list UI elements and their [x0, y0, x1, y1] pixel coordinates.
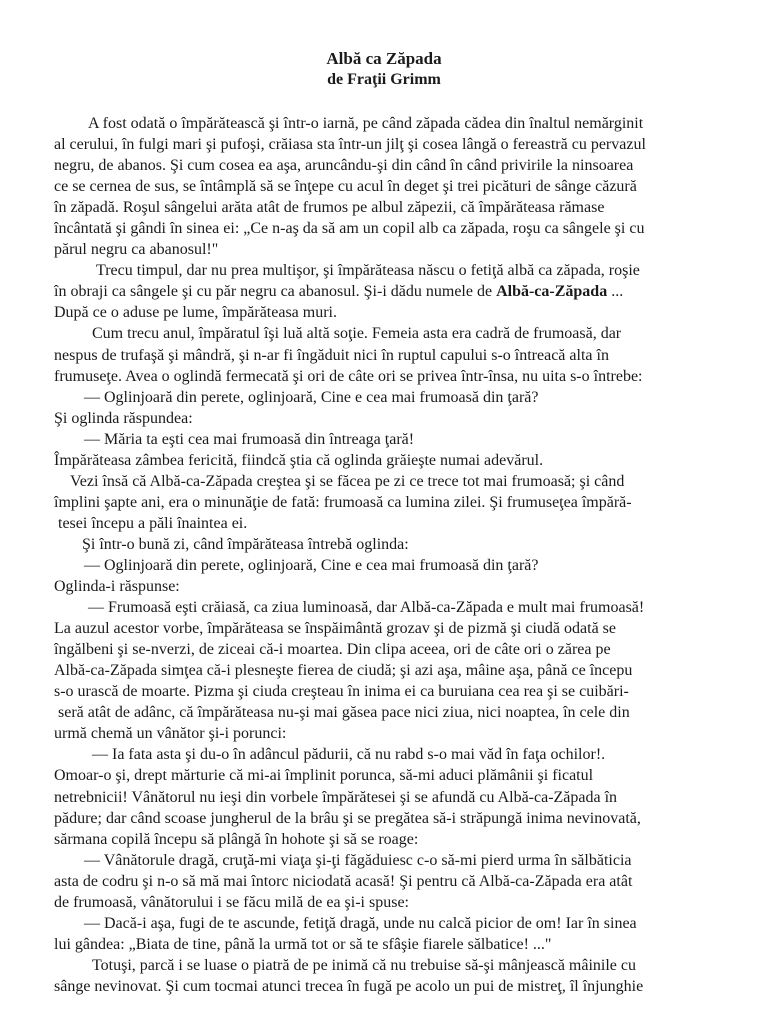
text-line-content: sărmana copilă începu să plângă în hohote şi să se roage:	[54, 830, 419, 848]
text-line-content: împlini şapte ani, era o minunăţie de fată: frumoasă ca lumina zilei. Şi frumuseţea împără-	[54, 493, 632, 511]
text-line-content: Oglinda-i răspunse:	[54, 578, 180, 596]
text-line-content: Şi oglinda răspundea:	[54, 409, 193, 427]
text-line	[54, 408, 714, 429]
text-line-content: — Dacă-i aşa, fugi de te ascunde, fetiţă dragă, unde nu calcă picior de om! Iar în sinea	[84, 914, 637, 932]
text-line	[54, 345, 714, 366]
text-line	[54, 534, 714, 555]
text-line	[54, 934, 714, 955]
text-line	[54, 892, 714, 913]
text-line	[54, 302, 714, 323]
text-line	[54, 218, 714, 239]
text-line-content: — Oglinjoară din perete, oglinjoară, Cine e cea mai frumoasă din ţară?	[84, 388, 539, 406]
text-line-content: Omoar-o şi, drept mărturie că mi-ai împlinit porunca, să-mi aduci plămânii şi ficatul	[54, 767, 594, 785]
text-line	[54, 450, 714, 471]
document-subtitle: de Fraţii Grimm	[327, 71, 441, 88]
text-line	[54, 513, 714, 534]
text-line-content: de frumoasă, vânătorului i se făcu milă de ea şi-i spuse:	[54, 893, 409, 911]
text-line-content: — Oglinjoară din perete, oglinjoară, Cine e cea mai frumoasă din ţară?	[84, 556, 539, 574]
text-line	[54, 850, 714, 871]
text-line	[54, 955, 714, 976]
text-line-content: al cerului, în fulgi mari şi pufoşi, crăiasa sta într-un jilţ şi cosea lângă o fereastră cu pervazul	[54, 136, 646, 154]
text-line-content: încântată şi gândi în sinea ei: „Ce n-aş da să am un copil alb ca zăpada, roşu ca sângele şi cu	[54, 220, 645, 238]
text-line	[54, 618, 714, 639]
text-line	[54, 681, 714, 702]
text-line-content: ce se cernea de sus, se întâmplă să se înţepe cu acul în deget şi trei picături de sânge căzură	[54, 178, 637, 196]
text-line-tail: ...	[607, 283, 624, 301]
text-line-content: asta de codru şi n-o să mă mai întorc niciodată acasă! Şi pentru că Albă-ca-Zăpada era atât	[54, 872, 633, 890]
text-line	[54, 323, 714, 344]
text-line	[54, 492, 714, 513]
text-line	[54, 597, 714, 618]
text-line	[54, 765, 714, 786]
text-line-content: pădure; dar când scoase jungherul de la brâu şi se pregătea să-i străpungă inima nevinovată,	[54, 809, 641, 827]
text-line-content: Vezi însă că Albă-ca-Zăpada creştea şi se făcea pe zi ce trece tot mai frumoasă; şi când	[70, 472, 625, 490]
text-line-content: negru, de abanos. Şi cum cosea ea aşa, aruncându-şi din când în când privirile la ninsoarea	[54, 157, 634, 175]
text-line-content: — Măria ta eşti cea mai frumoasă din întreaga ţară!	[84, 430, 415, 448]
text-line	[54, 829, 714, 850]
text-line-content: Cum trecu anul, împăratul îşi luă altă soţie. Femeia asta era cadră de frumoasă, dar	[92, 325, 622, 343]
text-line-content: lui gândea: „Biata de tine, până la urmă tot or să te sfâşie fiarele sălbatice! ..."	[54, 935, 552, 953]
text-line-content: Şi într-o bună zi, când împărăteasa întrebă oglinda:	[82, 535, 409, 553]
text-line	[54, 808, 714, 829]
text-line	[54, 723, 714, 744]
text-line-content: Totuşi, parcă i se luase o piatră de pe inimă că nu trebuise să-şi mânjească mâinile cu	[92, 956, 637, 974]
text-line	[54, 387, 714, 408]
text-line	[54, 281, 714, 302]
text-line	[54, 744, 714, 765]
text-line-content: — Vânătorule dragă, cruţă-mi viaţa şi-ţi făgăduiesc c-o să-mi pierd urma în sălbăticia	[84, 851, 632, 869]
text-line	[54, 239, 714, 260]
text-line-content: în obraji ca sângele şi cu păr negru ca abanosul. Şi-i dădu numele de	[54, 283, 497, 301]
text-line	[54, 366, 714, 387]
text-line-content: urmă chemă un vânător şi-i porunci:	[54, 725, 287, 743]
text-line-content: s-o urască de moarte. Pizma şi ciuda creşteau în inima ei ca buruiana cea rea şi se cuibări-	[54, 683, 629, 701]
text-line-content: A fost odată o împărătească şi într-o iarnă, pe când zăpada cădea din înaltul nemărginit	[88, 115, 644, 132]
text-line	[54, 787, 714, 808]
text-line	[54, 429, 714, 450]
text-line-content: tesei începu a păli înaintea ei.	[58, 514, 248, 532]
text-line	[54, 176, 714, 197]
text-line-content: netrebnicii! Vânătorul nu ieşi din vorbele împărătesei şi se afundă cu Albă-ca-Zăpada în	[54, 788, 618, 806]
text-line-content: nespus de trufaşă şi mândră, şi n-ar fi îngăduit nici în ruptul capului s-o întreacă alta în	[54, 346, 609, 364]
text-line	[54, 702, 714, 723]
text-line	[54, 576, 714, 597]
text-line	[54, 155, 714, 176]
story-text	[54, 113, 714, 997]
text-line-content: părul negru ca abanosul!"	[54, 241, 219, 259]
text-line-content: După ce o aduse pe lume, împărăteasa muri.	[54, 304, 337, 322]
document-title: Albă ca Zăpada	[326, 49, 442, 68]
text-line-content: sânge nevinovat. Şi cum tocmai atunci trecea în fugă pe acolo un pui de mistreţ, îl înjunghie	[54, 977, 644, 995]
text-line	[54, 134, 714, 155]
text-line	[54, 660, 714, 681]
text-line	[54, 113, 714, 134]
text-line	[54, 871, 714, 892]
text-line-content: îngălbeni şi se-nverzi, de ziceai că-i moartea. Din clipa aceea, ori de câte ori o zărea pe	[54, 641, 611, 659]
text-line-content: în zăpadă. Roşul sângelui arăta atât de frumos pe albul zăpezii, că împărăteasa rămase	[54, 199, 605, 217]
text-line-content: frumuseţe. Avea o oglindă fermecată şi ori de câte ori se privea într-însa, nu uita s-o întrebe:	[54, 367, 643, 385]
text-line-content: La auzul acestor vorbe, împărăteasa se înspăimântă grozav şi de pizmă şi ciudă odată se	[54, 620, 616, 638]
text-line-content: — Ia fata asta şi du-o în adâncul pădurii, că nu rabd s-o mai văd în faţa ochilor!.	[92, 746, 606, 764]
text-line	[54, 913, 714, 934]
text-line-content: Împărăteasa zâmbea fericită, fiindcă ştia că oglinda grăieşte numai adevărul.	[54, 451, 544, 469]
text-line	[54, 555, 714, 576]
text-line	[54, 639, 714, 660]
text-line	[54, 197, 714, 218]
text-line-content: seră atât de adânc, că împărăteasa nu-şi mai găsea pace nici ziua, nici noaptea, în cele din	[58, 704, 630, 722]
text-line	[54, 976, 714, 997]
text-line-content: — Frumoasă eşti crăiasă, ca ziua luminoasă, dar Albă-ca-Zăpada e mult mai frumoasă!	[88, 599, 645, 617]
text-line-content: Trecu timpul, dar nu prea multişor, şi împărăteasa născu o fetiţă albă ca zăpada, roşie	[96, 262, 640, 280]
bold-name: Albă-ca-Zăpada	[496, 283, 608, 301]
text-line-content: Albă-ca-Zăpada simţea că-i plesneşte fierea de ciudă; şi azi aşa, mâine aşa, până ce începu	[54, 662, 633, 680]
text-line	[54, 260, 714, 281]
text-line	[54, 471, 714, 492]
